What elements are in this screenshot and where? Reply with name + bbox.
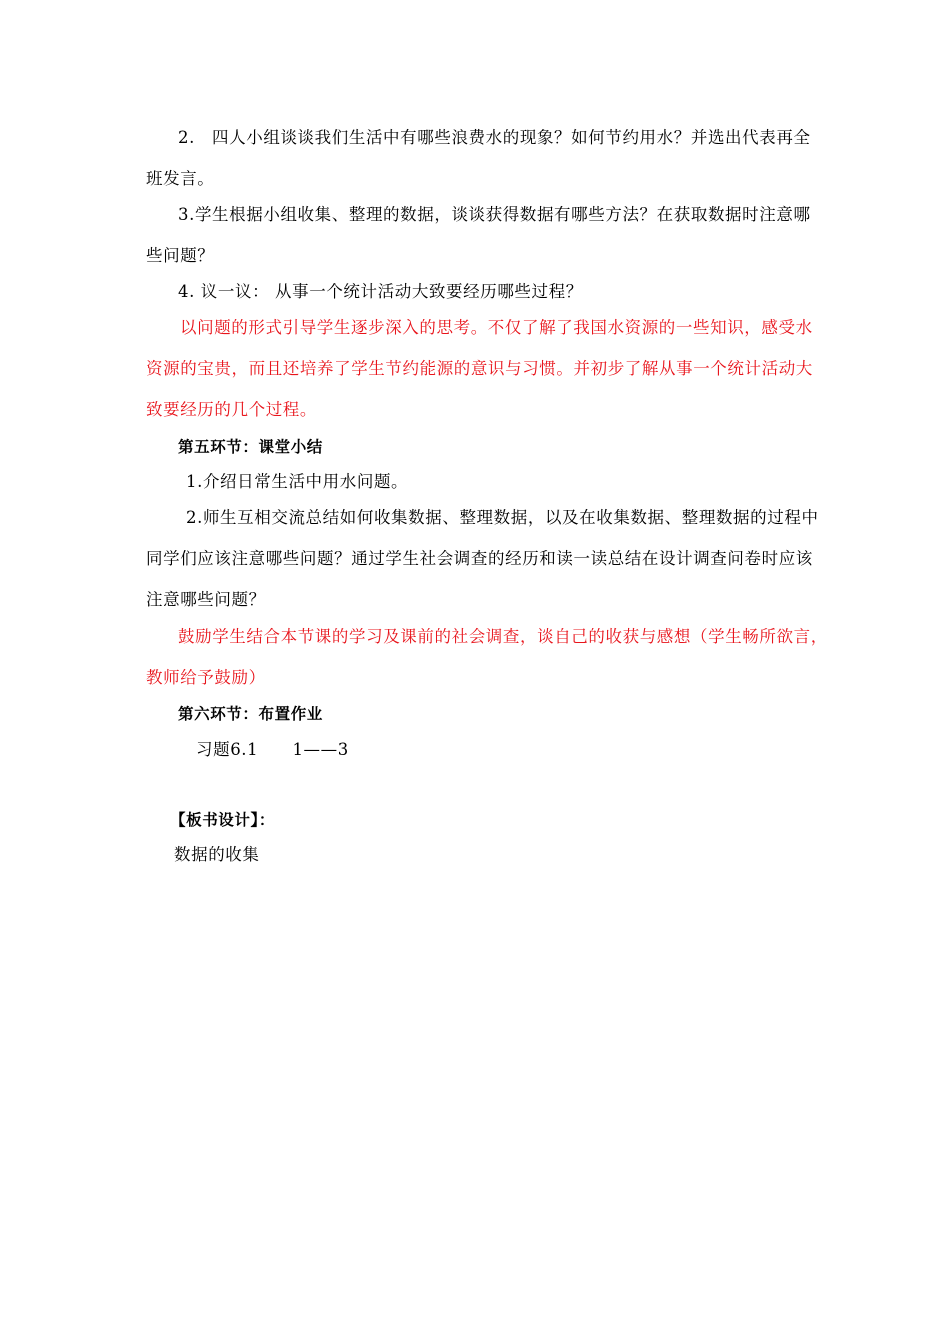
section-5-heading: 第五环节：课堂小结	[178, 438, 323, 456]
paragraph-3-line-2: 些问题？	[146, 246, 215, 265]
section-5-item-2-line-2: 同学们应该注意哪些问题？通过学生社会调查的经历和读一读总结在设计调查问卷时应该	[146, 549, 813, 568]
teaching-note-1-line-2: 资源的宝贵，而且还培养了学生节约能源的意识与习惯。并初步了解从事一个统计活动大	[146, 359, 813, 378]
section-6-heading: 第六环节：布置作业	[178, 705, 323, 723]
teaching-note-2-line-2: 教师给予鼓励）	[146, 668, 266, 687]
teaching-note-1-line-3: 致要经历的几个过程。	[146, 400, 317, 419]
board-design-title: 数据的收集	[174, 845, 260, 864]
teaching-note-2-line-1: 鼓励学生结合本节课的学习及课前的社会调查，谈自己的收获与感想（学生畅所欲言，	[178, 627, 828, 646]
section-5-item-2-line-3: 注意哪些问题？	[146, 590, 266, 609]
teaching-note-1-line-1: 以问题的形式引导学生逐步深入的思考。不仅了解了我国水资源的一些知识，感受水	[180, 318, 813, 337]
paragraph-2-line-2: 班发言。	[146, 169, 215, 188]
paragraph-4: 4. 议一议： 从事一个统计活动大致要经历哪些过程？	[178, 282, 583, 301]
homework-assignment: 习题6.1 1——3	[196, 740, 349, 759]
board-design-heading: 【板书设计】：	[170, 811, 275, 829]
section-5-item-2-line-1: 2.师生互相交流总结如何收集数据、整理数据，以及在收集数据、整理数据的过程中	[186, 508, 819, 527]
section-5-item-1: 1.介绍日常生活中用水问题。	[186, 472, 409, 491]
paragraph-2-line-1: 2. 四人小组谈谈我们生活中有哪些浪费水的现象？如何节约用水？并选出代表再全	[178, 128, 811, 147]
paragraph-3-line-1: 3.学生根据小组收集、整理的数据，谈谈获得数据有哪些方法？在获取数据时注意哪	[178, 205, 811, 224]
